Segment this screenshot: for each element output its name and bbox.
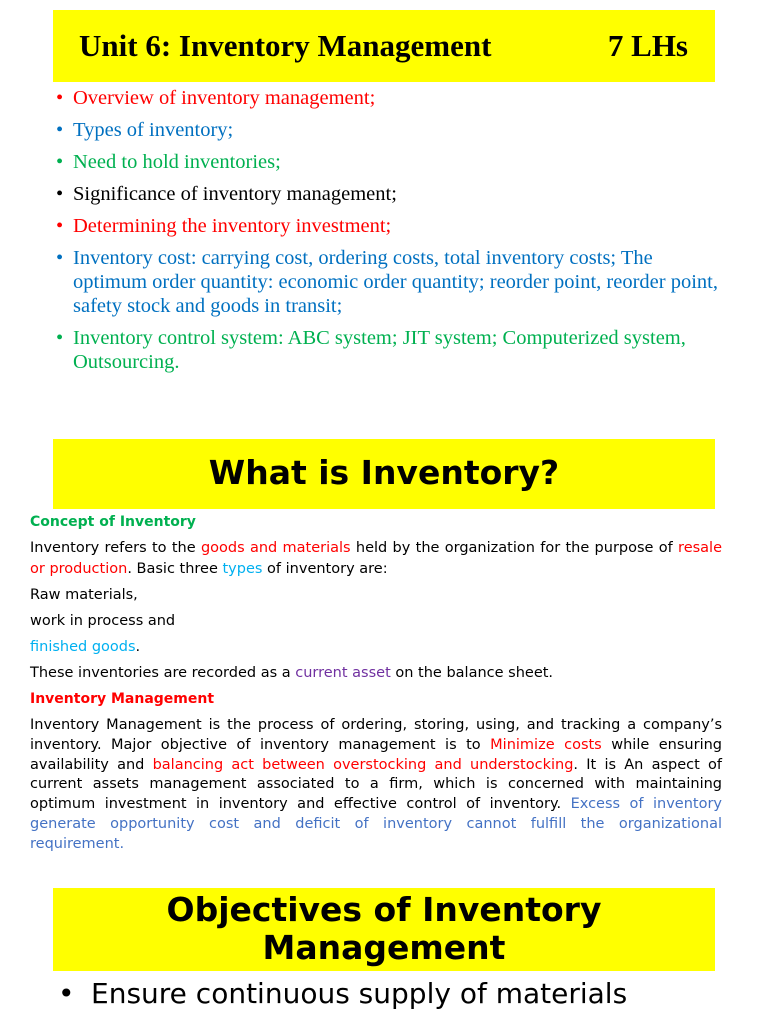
inventory-management-heading: Inventory Management xyxy=(30,691,215,707)
bullet-icon: • xyxy=(56,215,64,237)
bullet-icon: • xyxy=(56,247,64,269)
topic-item xyxy=(56,326,726,374)
topic-text: Overview of inventory management; xyxy=(73,87,376,109)
text-run: of inventory are: xyxy=(262,561,388,577)
topic-text: Inventory cost: carrying cost, ordering costs, total inventory costs; The optimum order quantity: economic order quantity; reorder point, reorder point, safety stock and goods in transit; xyxy=(73,247,718,317)
type-text: finished goods xyxy=(30,639,136,655)
inventory-type: Raw materials, xyxy=(30,587,138,603)
topic-item xyxy=(56,246,726,318)
topic-item xyxy=(56,214,726,238)
topic-item xyxy=(56,118,726,142)
text-run: on the balance sheet. xyxy=(390,665,554,681)
objectives-title-banner xyxy=(53,888,715,971)
highlight-text: Excess of inventory generate opportunity cost and deficit of inventory cannot fulfill the organizational requirement. xyxy=(30,796,722,852)
highlight-text: balancing act between overstocking and understocking xyxy=(152,756,574,773)
highlight-text: current asset xyxy=(295,665,391,681)
objectives-title-line: Objectives of Inventory xyxy=(166,890,602,929)
unit-title-banner xyxy=(53,10,715,82)
objectives-list xyxy=(58,976,627,1012)
highlight-text: types xyxy=(222,561,263,577)
concept-paragraph xyxy=(30,538,722,580)
text-run: . Basic three xyxy=(127,561,223,577)
topic-text: Significance of inventory management; xyxy=(73,183,397,205)
unit-title: Unit 6: Inventory Management xyxy=(79,28,492,63)
bullet-icon: • xyxy=(56,151,64,173)
section-title-banner xyxy=(53,439,715,509)
section-title: What is Inventory? xyxy=(208,453,560,492)
objective-text: Ensure continuous supply of materials xyxy=(91,977,628,1010)
topic-text: Determining the inventory investment; xyxy=(73,215,392,237)
highlight-text: resale or production xyxy=(30,540,722,577)
text-run: . It is An aspect of current assets management associated to a firm, which is concerned with maintaining optimum investment in inventory and effective control of inventory. xyxy=(30,756,722,813)
bullet-icon: • xyxy=(56,183,64,205)
highlight-text: goods and materials xyxy=(200,540,351,556)
bullet-icon: • xyxy=(56,327,64,349)
topic-item xyxy=(56,182,726,206)
bullet-icon: • xyxy=(58,977,75,1010)
bullet-icon: • xyxy=(56,119,64,141)
text-run: while ensuring availability and xyxy=(30,736,722,773)
recorded-paragraph xyxy=(30,663,722,683)
objectives-title xyxy=(53,891,715,967)
text-run: Inventory refers to the xyxy=(30,540,201,556)
type-end: . xyxy=(135,639,141,655)
topic-item xyxy=(56,150,726,174)
text-run: These inventories are recorded as a xyxy=(30,665,296,681)
highlight-text: Minimize costs xyxy=(490,736,602,753)
topic-text: Inventory control system: ABC system; JIT system; Computerized system, Outsourcing. xyxy=(73,327,686,373)
unit-topics-list xyxy=(56,86,726,382)
topic-text: Need to hold inventories; xyxy=(73,151,281,173)
inventory-type: work in process and xyxy=(30,613,176,629)
concept-heading: Concept of Inventory xyxy=(30,514,196,530)
inventory-type xyxy=(30,637,722,657)
topic-item xyxy=(56,86,726,110)
topic-text: Types of inventory; xyxy=(73,119,234,141)
objective-item xyxy=(58,976,627,1012)
text-run: Inventory Management is the process of ordering, storing, using, and tracking a company’s inventory. Major objective of inventory management is to xyxy=(30,717,722,753)
lecture-hours: 7 LHs xyxy=(607,28,688,63)
objectives-title-line: Management xyxy=(262,928,506,967)
bullet-icon: • xyxy=(56,87,64,109)
inventory-management-paragraph xyxy=(30,716,722,855)
text-run: held by the organization for the purpose of xyxy=(350,540,679,556)
